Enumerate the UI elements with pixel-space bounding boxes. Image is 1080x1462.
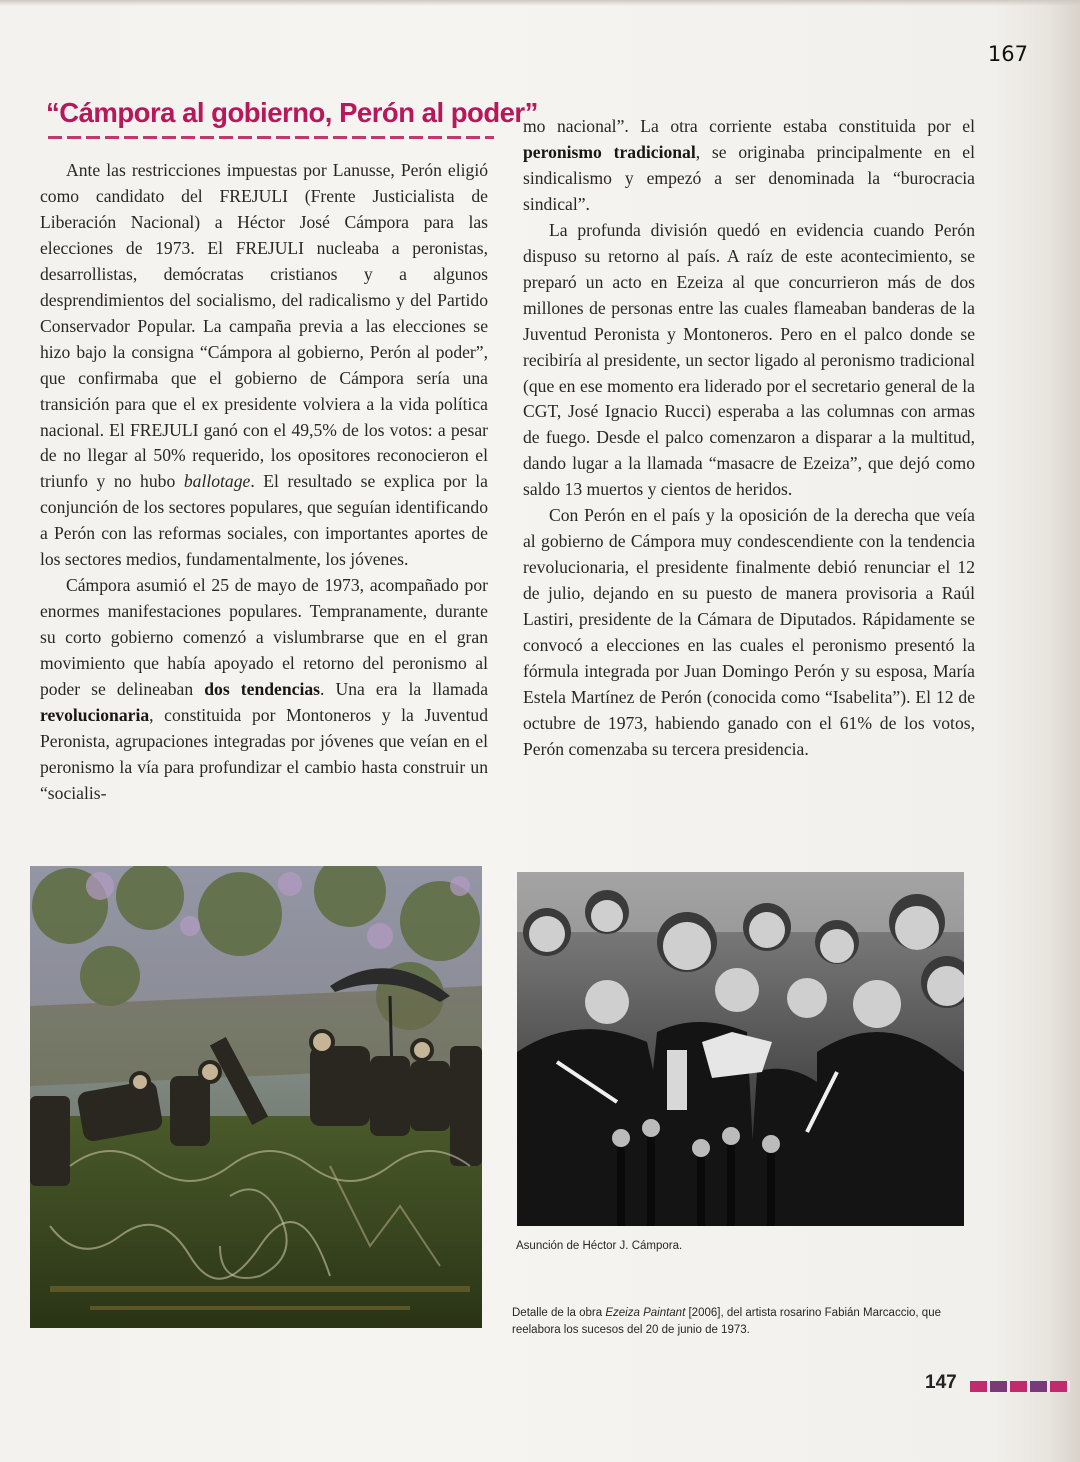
title-divider [48,136,494,139]
left-text-column [40,158,488,807]
painting-title: Ezeiza Paintant [605,1307,686,1319]
paragraph-campora-assumes [40,573,488,807]
right-text-column [523,114,975,763]
campora-inauguration-photo [517,872,964,1226]
scan-edge-shadow [0,0,1080,6]
italic-term: ballotage [183,471,251,492]
paragraph-continuation [523,114,975,218]
painting-caption [512,1305,942,1339]
paragraph-text: Cámpora asumió el 25 de mayo de 1973, acompañado por enormes manifestaciones populares. Tempranamente, durante su corto gobierno comenzó a vislumbrarse que en el gran movimiento que había apoyado el retorno del peronismo al poder se delineaban [40,575,488,700]
page-number: 147 [925,1372,957,1393]
paragraph-peron-returns: Con Perón en el país y la oposición de la derecha que veía al gobierno de Cámpora muy condescendiente con la tendencia revolucionaria, el presidente finalmente debió renunciar el 12 de julio, dejando en su puesto de manera provisoria a Raúl Lastiri, presidente de la Cámara de Diputados. Rápidamente se convocó a elecciones en las cuales el peronismo presentó la fórmula integrada por Juan Domingo Perón y su esposa, María Estela Martínez de Perón (conocida como “Isabelita”). El 12 de octubre de 1973, habiendo ganado con el 61% de los votos, Perón comenzaba su tercera presidencia. [523,505,975,759]
paragraph-text: . El resultado se explica por la conjunción de los sectores populares, que seguían identificando a Perón con las reformas sociales, con importantes aportes de los sectores medios, fundamentalmente, los jóvenes. [40,471,488,570]
bold-term: peronismo tradicional [523,141,696,162]
corner-page-number: 167 [987,42,1028,66]
bold-term: revolucionaria [40,705,150,726]
paragraph-text: . Una era la llamada [319,679,488,700]
paragraph-frejuli [40,158,488,573]
caption-text: [2006], del artista rosarino Fabián Marcaccio, que reelabora los sucesos del 20 de junio de 1973. [512,1307,941,1336]
paragraph-text: , constituida por Montoneros y la Juventud Peronista, agrupaciones integradas por jóvenes que veían en el peronismo la vía para profundizar el cambio hasta construir un “socialis- [40,705,488,803]
paragraph-ezeiza: La profunda división quedó en evidencia cuando Perón dispuso su retorno al país. A raíz de este acontecimiento, se preparó un acto en Ezeiza al que concurrieron más de dos millones de personas entre las cuales flameaban banderas de la Juventud Peronista y Montoneros. Pero en el palco donde se recibiría al presidente, un sector ligado al peronismo tradicional (que en ese momento era liderado por el secretario general de la CGT, José Ignacio Rucci) esperaba a las columnas con armas de fuego. Desde el palco comenzaron a disparar a la multitud, dando lugar a la llamada “masacre de Ezeiza”, que dejó como saldo 13 muertos y cientos de heridos. [523,219,975,500]
footer-color-stripes [970,1381,1070,1392]
bold-term: dos tendencias [204,679,320,700]
paragraph-text: , se originaba principalmente en el sindicalismo y empezó a ser denominada la “burocracia sindical”. [523,141,975,214]
caption-text: Detalle de la obra [512,1307,603,1319]
paragraph-text: mo nacional”. La otra corriente estaba constituida por el [523,116,975,136]
paragraph-text: Ante las restricciones impuestas por Lanusse, Perón eligió como candidato del FREJULI (Frente Justicialista de Liberación Nacional) a Héctor José Cámpora para las elecciones de 1973. El FREJULI nucleaba a peronistas, desarrollistas, demócratas cristianos y a algunos desprendimientos del socialismo, del radicalismo y del Partido Conservador Popular. La campaña previa a las elecciones se hizo bajo la consigna “Cámpora al gobierno, Perón al poder”, que confirmaba que el gobierno de Cámpora sería una transición para que el ex presidente volviera a la vida política nacional. El FREJULI ganó con el 49,5% de los votos: a pesar de no llegar al 50% requerido, los opositores reconocieron el triunfo y no hubo [40,160,488,492]
section-title: “Cámpora al gobierno, Perón al poder” [46,97,538,128]
campora-photo-caption: Asunción de Héctor J. Cámpora. [516,1240,683,1252]
ezeiza-painting-image [30,866,482,1328]
